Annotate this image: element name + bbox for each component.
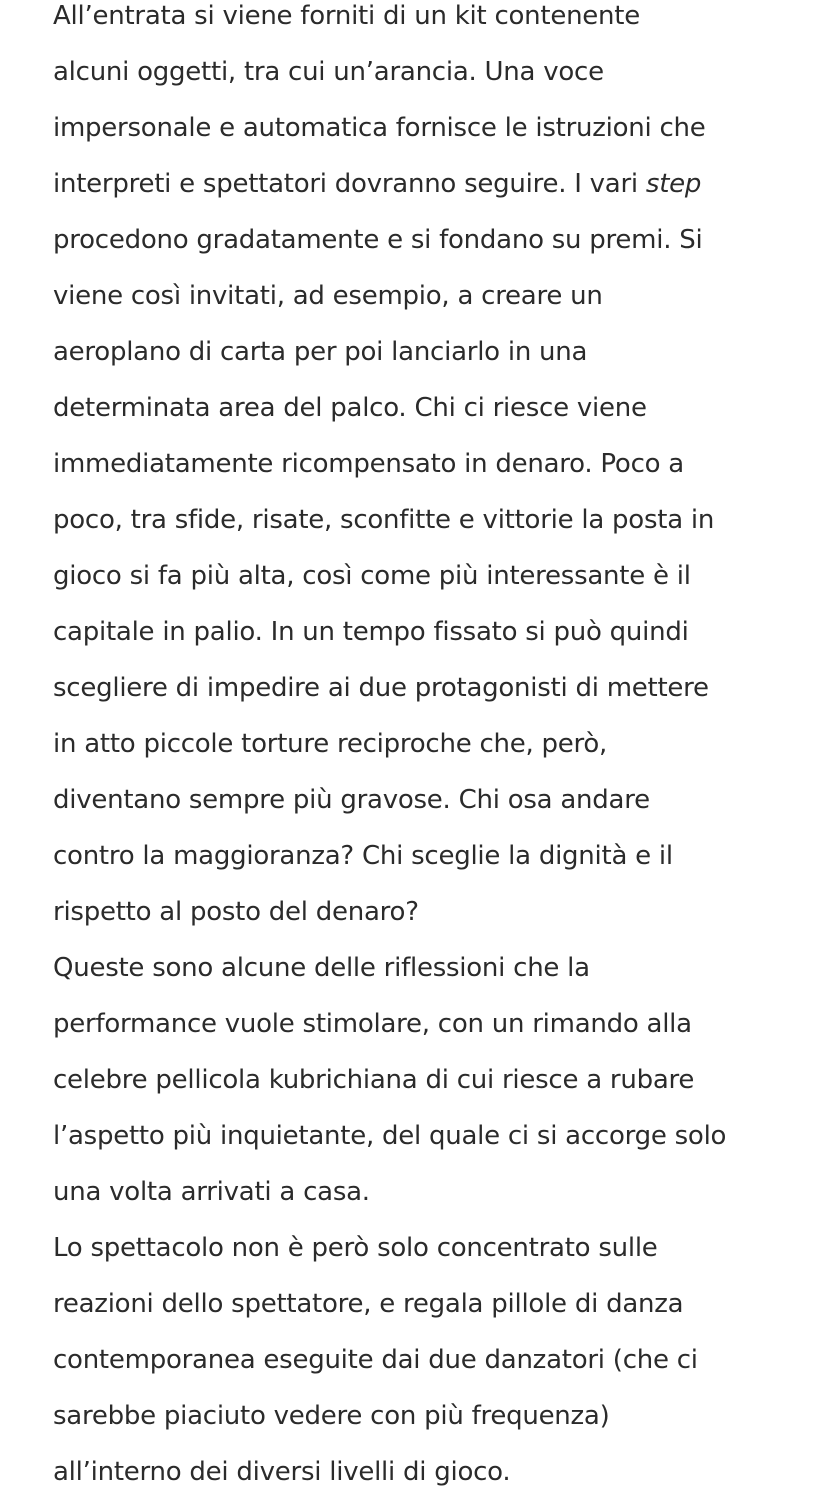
paragraph-3 <box>53 1220 775 1500</box>
text-line: gioco si fa più alta, così come più interessante è il <box>53 561 691 591</box>
text-line: celebre pellicola kubrichiana di cui riesce a rubare <box>53 1065 695 1095</box>
text-line: All’entrata si viene forniti di un kit contenente <box>53 1 640 31</box>
text-line: all’interno dei diversi livelli di gioco. <box>53 1457 511 1487</box>
text-line: Lo spettacolo non è però solo concentrato sulle <box>53 1233 658 1263</box>
text-line: viene così invitati, ad esempio, a creare un <box>53 281 603 311</box>
text-segment: interpreti e spettatori dovranno seguire. I vari <box>53 169 646 199</box>
text-line: performance vuole stimolare, con un rimando alla <box>53 1009 692 1039</box>
text-line: immediatamente ricompensato in denaro. Poco a <box>53 449 684 479</box>
text-line: in atto piccole torture reciproche che, però, <box>53 729 608 759</box>
text-line: impersonale e automatica fornisce le istruzioni che <box>53 113 706 143</box>
text-line: capitale in palio. In un tempo fissato si può quindi <box>53 617 689 647</box>
text-line: contro la maggioranza? Chi sceglie la dignità e il <box>53 841 673 871</box>
italic-word: step <box>645 169 702 199</box>
text-line: alcuni oggetti, tra cui un’arancia. Una voce <box>53 57 604 87</box>
text-line: determinata area del palco. Chi ci riesce viene <box>53 393 647 423</box>
text-line: poco, tra sfide, risate, sconfitte e vittorie la posta in <box>53 505 715 535</box>
text-line: contemporanea eseguite dai due danzatori (che ci <box>53 1345 698 1375</box>
text-line: l’aspetto più inquietante, del quale ci si accorge solo <box>53 1121 727 1151</box>
text-line: Queste sono alcune delle riflessioni che la <box>53 953 590 983</box>
text-line: diventano sempre più gravose. Chi osa andare <box>53 785 650 815</box>
text-line: sarebbe piaciuto vedere con più frequenza) <box>53 1401 610 1431</box>
text-line: aeroplano di carta per poi lanciarlo in una <box>53 337 588 367</box>
paragraph-1 <box>53 0 775 940</box>
paragraph-2 <box>53 940 775 1220</box>
text-line: reazioni dello spettatore, e regala pillole di danza <box>53 1289 684 1319</box>
article-body <box>53 0 775 1500</box>
text-line: una volta arrivati a casa. <box>53 1177 370 1207</box>
text-line: scegliere di impedire ai due protagonisti di mettere <box>53 673 709 703</box>
text-line <box>53 156 775 212</box>
text-line: procedono gradatamente e si fondano su premi. Si <box>53 225 703 255</box>
text-line: rispetto al posto del denaro? <box>53 897 419 927</box>
